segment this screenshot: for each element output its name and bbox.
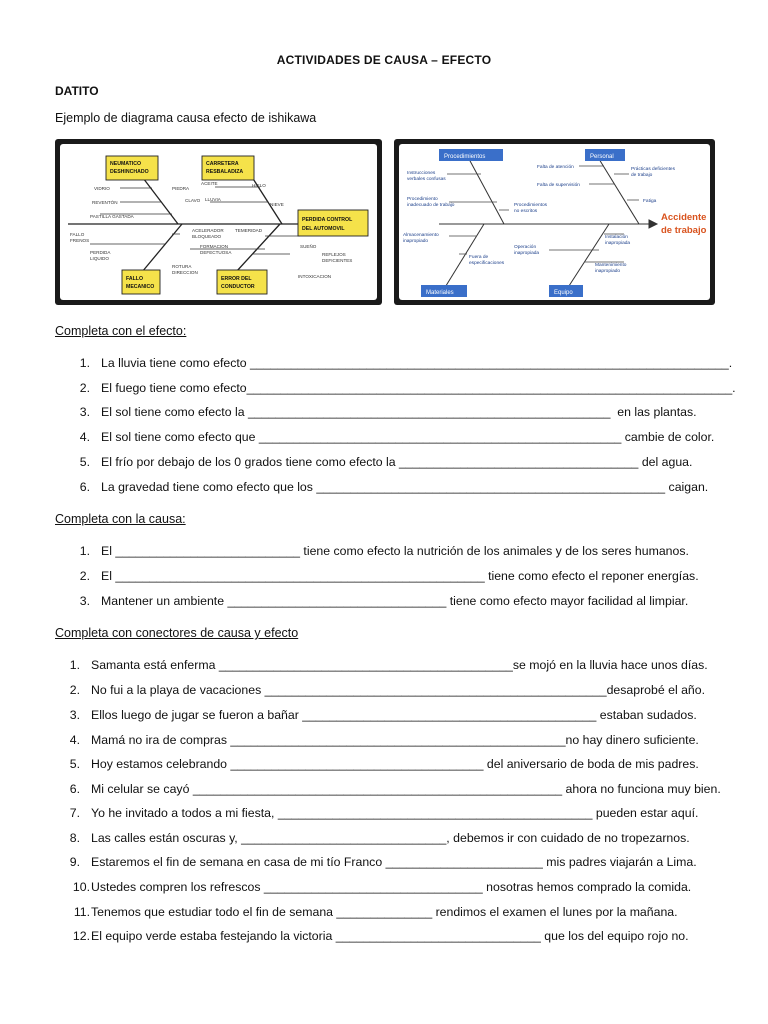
head-box-neumatico bbox=[106, 156, 158, 180]
head-carretera-line1: CARRETERA bbox=[206, 161, 239, 167]
label-falta-atencion: Falta de atención bbox=[537, 165, 574, 170]
item-text: Mantener un ambiente ________________________________ tiene como efecto mayor facilidad al limpiar. bbox=[101, 594, 689, 608]
head-carretera-line2: RESBALADIZA bbox=[206, 169, 244, 175]
example-caption: Ejemplo de diagrama causa efecto de ishikawa bbox=[55, 111, 317, 125]
item-text: El sol tiene como efecto que _____________________________________________________ cambie de color. bbox=[101, 430, 715, 444]
label-fatiga: Fatiga bbox=[643, 199, 657, 204]
label-lluvia: LLUVIA bbox=[205, 197, 221, 202]
section-heading-causa: Completa con la causa: bbox=[55, 512, 186, 526]
ishikawa-diagram-accidente bbox=[394, 139, 715, 305]
label-almacenamiento-1: Almacenamiento bbox=[403, 233, 439, 238]
label-formacion-2: DEFECTUOSA bbox=[200, 250, 232, 255]
effect-text-line1: Accidente bbox=[661, 212, 707, 223]
item-text: Hoy estamos celebrando _____________________________________ del aniversario de boda de mis padres. bbox=[91, 757, 699, 771]
label-reflejos-2: DEFICIENTES bbox=[322, 258, 353, 263]
label-perdida-2: LIQUIDO bbox=[90, 256, 109, 261]
item-number: 8. bbox=[69, 831, 80, 845]
item-number: 11. bbox=[73, 905, 90, 919]
section-heading-conectores: Completa con conectores de causa y efecto bbox=[55, 626, 299, 640]
accident-fishbone-svg bbox=[399, 144, 710, 300]
label-piedra: PIEDRA bbox=[172, 186, 190, 191]
effect-line2: DEL AUTOMOVIL bbox=[302, 226, 345, 232]
head-neumatico-line1: NEUMATICO bbox=[110, 161, 142, 167]
effect-box bbox=[298, 210, 368, 236]
label-perdida-1: PERDIDA bbox=[90, 250, 111, 255]
item-text: Yo he invitado a todos a mi fiesta, ______________________________________________ pueden estar aquí. bbox=[91, 806, 699, 820]
item-number: 4. bbox=[69, 733, 80, 747]
head-box-error bbox=[217, 270, 267, 294]
item-number: 1. bbox=[79, 356, 90, 370]
label-proc-inadecuado-1: Procedimiento bbox=[407, 197, 438, 202]
head-fallo-line1: FALLO bbox=[126, 276, 144, 282]
section-heading-efecto: Completa con el efecto: bbox=[55, 324, 187, 338]
item-text: Ustedes compren los refrescos ________________________________ nosotras hemos comprado la comida. bbox=[91, 880, 692, 894]
item-number: 3. bbox=[79, 405, 90, 419]
label-practicas-2: de trabajo bbox=[631, 173, 653, 178]
label-acelerador-1: ACELERADOR bbox=[192, 228, 224, 233]
item-number: 3. bbox=[69, 708, 80, 722]
item-number: 2. bbox=[69, 683, 80, 697]
item-text: Mamá no ira de compras _________________________________________________no hay dinero suficiente. bbox=[91, 733, 699, 747]
item-text: El ______________________________________________________ tiene como efecto el reponer energías. bbox=[101, 569, 699, 583]
label-reflejos-1: REFLEJOS bbox=[322, 252, 346, 257]
label-pastilla: PASTILLA GASTADA bbox=[90, 214, 134, 219]
effect-text-line2: de trabajo bbox=[661, 225, 707, 236]
head-box-fallo bbox=[122, 270, 160, 294]
label-reventon: REVENTÓN bbox=[92, 200, 118, 205]
box-equipo-text: Equipo bbox=[554, 290, 573, 296]
label-vidrio: VIDRIO bbox=[94, 186, 110, 191]
box-procedimientos-text: Procedimientos bbox=[444, 154, 486, 160]
label-formacion-1: FORMACION bbox=[200, 244, 229, 249]
effect-line1: PERDIDA CONTROL bbox=[302, 217, 353, 223]
label-instrucciones-1: Instrucciones bbox=[407, 171, 436, 176]
label-operacion-1: Operación bbox=[514, 245, 537, 250]
item-number: 6. bbox=[79, 480, 90, 494]
label-mantenimiento-2: inapropiado bbox=[595, 269, 621, 274]
label-practicas-1: Prácticas deficientes bbox=[631, 167, 675, 172]
label-proc-inadecuado-2: inadecuado de trabajo bbox=[407, 203, 455, 208]
item-number: 7. bbox=[69, 806, 80, 820]
item-number: 2. bbox=[79, 569, 90, 583]
item-number: 4. bbox=[79, 430, 90, 444]
item-number: 1. bbox=[79, 544, 90, 558]
label-intoxicacion: INTOXICACION bbox=[298, 274, 332, 279]
head-error-line2: CONDUCTOR bbox=[221, 284, 255, 290]
label-no-escritos-1: Procedimientos bbox=[514, 203, 548, 208]
label-sueno: SUEÑO bbox=[300, 244, 317, 249]
ishikawa-diagram-car bbox=[55, 139, 382, 305]
item-text: El equipo verde estaba festejando la victoria ______________________________ que los del equipo rojo no. bbox=[91, 929, 689, 943]
item-number: 6. bbox=[69, 782, 80, 796]
label-rotura-1: ROTURA bbox=[172, 264, 192, 269]
label-instalacion-1: Instalación bbox=[605, 235, 628, 240]
item-number: 3. bbox=[79, 594, 90, 608]
label-nieve: NIEVE bbox=[270, 202, 284, 207]
item-text: Ellos luego de jugar se fueron a bañar ___________________________________________ estaban sudados. bbox=[91, 708, 697, 722]
label-clavo: CLAVO bbox=[185, 198, 201, 203]
label-rotura-2: DIRECCION bbox=[172, 270, 198, 275]
item-text: No fui a la playa de vacaciones __________________________________________________desaprobé el año. bbox=[91, 683, 706, 697]
label-instalacion-2: inapropiada bbox=[605, 241, 631, 246]
label-fuera-espec-1: Fuera de bbox=[469, 255, 489, 260]
item-number: 5. bbox=[69, 757, 80, 771]
item-text: El frío por debajo de los 0 grados tiene como efecto la ___________________________________ del agua. bbox=[101, 455, 693, 469]
item-number: 2. bbox=[79, 381, 90, 395]
item-number: 9. bbox=[69, 855, 80, 869]
head-neumatico-line2: DESHINCHADO bbox=[110, 169, 149, 175]
label-no-escritos-2: no escritos bbox=[514, 209, 538, 214]
box-materiales-text: Materiales bbox=[426, 290, 454, 296]
label-almacenamiento-2: inapropiado bbox=[403, 239, 429, 244]
item-text: Tenemos que estudiar todo el fin de semana ______________ rendimos el examen el lunes por la mañana. bbox=[91, 905, 678, 919]
head-box-carretera bbox=[202, 156, 254, 180]
item-text: Samanta está enferma ___________________________________________se mojó en la lluvia hace unos días. bbox=[91, 658, 708, 672]
label-fuera-espec-2: especificaciones bbox=[469, 261, 505, 266]
label-aceite: ACEITE bbox=[201, 181, 218, 186]
item-number: 12. bbox=[72, 929, 90, 943]
label-instrucciones-2: verbales confusas bbox=[407, 177, 446, 182]
label-fallo-frenos-2: FRENOS bbox=[70, 238, 90, 243]
head-error-line1: ERROR DEL bbox=[221, 276, 252, 282]
item-text: La lluvia tiene como efecto ______________________________________________________________________. bbox=[101, 356, 733, 370]
item-text: Las calles están oscuras y, ______________________________, debemos ir con cuidado de no tropezarnos. bbox=[91, 831, 690, 845]
item-number: 1. bbox=[69, 658, 80, 672]
label-temeridad: TEMERIDAD bbox=[235, 228, 263, 233]
label-acelerador-2: BLOQUEADO bbox=[192, 234, 222, 239]
car-fishbone-svg bbox=[60, 144, 377, 300]
label-supervision: Falta de supervisión bbox=[537, 183, 580, 188]
item-text: El fuego tiene como efecto_______________________________________________________________________. bbox=[101, 381, 736, 395]
head-fallo-line2: MECANICO bbox=[126, 284, 155, 290]
item-number: 10. bbox=[72, 880, 90, 894]
item-text: La gravedad tiene como efecto que los ___________________________________________________ caigan. bbox=[101, 480, 709, 494]
item-number: 5. bbox=[79, 455, 90, 469]
item-text: Estaremos el fin de semana en casa de mi tío Franco _______________________ mis padres viajarán a Lima. bbox=[91, 855, 697, 869]
box-personal-text: Personal bbox=[590, 154, 614, 160]
datito-heading: DATITO bbox=[55, 84, 99, 98]
label-hielo: HIELO bbox=[252, 183, 266, 188]
label-fallo-frenos-1: FALLO bbox=[70, 232, 85, 237]
label-operacion-2: inapropiada bbox=[514, 251, 540, 256]
item-text: Mi celular se cayó ______________________________________________________ ahora no funciona muy bien. bbox=[91, 782, 721, 796]
page-title: ACTIVIDADES DE CAUSA – EFECTO bbox=[276, 53, 492, 67]
item-text: El ___________________________ tiene como efecto la nutrición de los animales y de los seres humanos. bbox=[101, 544, 689, 558]
item-text: El sol tiene como efecto la _____________________________________________________ en las plantas. bbox=[101, 405, 697, 419]
label-mantenimiento-1: Mantenimiento bbox=[595, 263, 627, 268]
